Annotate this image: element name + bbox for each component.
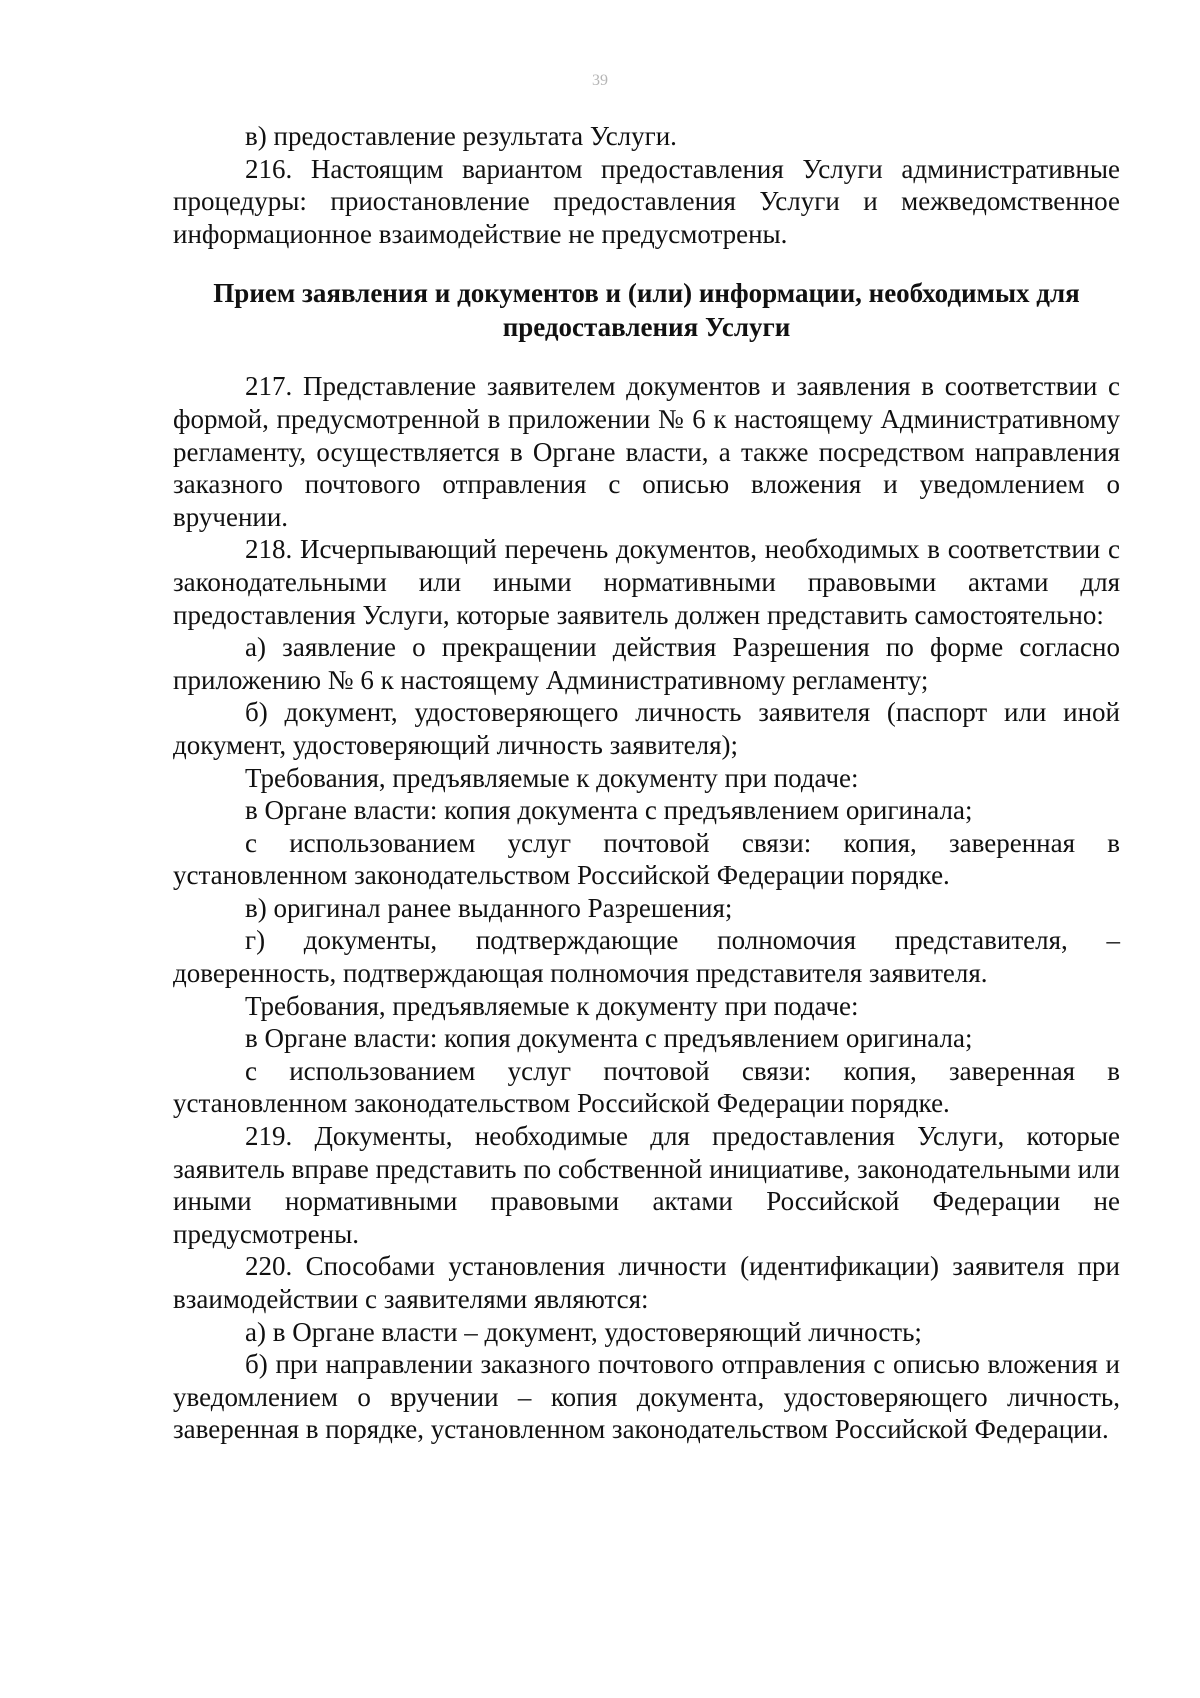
document-body xyxy=(173,120,1120,1446)
paragraph-218-a: а) заявление о прекращении действия Разрешения по форме согласно приложению № 6 к настоящему Административному регламенту; xyxy=(173,632,1120,695)
paragraph-218-v: в) оригинал ранее выданного Разрешения; xyxy=(245,892,733,923)
paragraph-216: 216. Настоящим вариантом предоставления Услуги административные процедуры: приостановление предоставления Услуги и межведомственное информационное взаимодействие не предусмотрены. xyxy=(173,153,1120,249)
paragraph-postal-copy-2: с использованием услуг почтовой связи: копия, заверенная в установленном законодательством Российской Федерации порядке. xyxy=(173,1055,1120,1119)
paragraph-220-a: а) в Органе власти – документ, удостоверяющий личность; xyxy=(245,1316,922,1347)
paragraph-218: 218. Исчерпывающий перечень документов, необходимых в соответствии с законодательными или иными нормативными правовыми актами для предоставления Услуги, которые заявитель должен представить самостоятельно: xyxy=(173,534,1120,630)
paragraph-authority-copy-1: в Органе власти: копия документа с предъявлением оригинала; xyxy=(245,795,973,826)
paragraph-217: 217. Представление заявителем документов и заявления в соответствии с формой, предусмотренной в приложении № 6 к настоящему Административному регламенту, осуществляется в Органе власти, а также посредством направления заказного почтового отправления с описью вложения и уведомлением о вручении. xyxy=(173,371,1120,532)
paragraph-220: 220. Способами установления личности (идентификации) заявителя при взаимодействии с заявителями являются: xyxy=(173,1251,1120,1314)
paragraph-requirements-1: Требования, предъявляемые к документу при подаче: xyxy=(245,762,859,793)
paragraph-220-b: б) при направлении заказного почтового отправления с описью вложения и уведомлением о вручении – копия документа, удостоверяющего личность, заверенная в порядке, установленном законодательством Российской Федерации. xyxy=(173,1349,1120,1445)
paragraph-authority-copy-2: в Органе власти: копия документа с предъявлением оригинала; xyxy=(245,1023,973,1054)
paragraph-postal-copy-1: с использованием услуг почтовой связи: копия, заверенная в установленном законодательством Российской Федерации порядке. xyxy=(173,827,1120,891)
paragraph-219: 219. Документы, необходимые для предоставления Услуги, которые заявитель вправе представить по собственной инициативе, законодательными или иными нормативными правовыми актами Российской Федерации не предусмотрены. xyxy=(173,1121,1120,1249)
section-heading: Прием заявления и документов и (или) информации, необходимых для предоставления Услуги xyxy=(213,278,1080,343)
paragraph-requirements-2: Требования, предъявляемые к документу при подаче: xyxy=(245,990,859,1021)
page-number: 39 xyxy=(592,72,608,89)
paragraph-218-g: г) документы, подтверждающие полномочия представителя, – доверенность, подтверждающая полномочия представителя заявителя. xyxy=(173,925,1120,989)
paragraph-result-delivery: в) предоставление результата Услуги. xyxy=(245,121,677,151)
paragraph-218-b: б) документ, удостоверяющего личность заявителя (паспорт или иной документ, удостоверяющий личность заявителя); xyxy=(173,697,1120,760)
